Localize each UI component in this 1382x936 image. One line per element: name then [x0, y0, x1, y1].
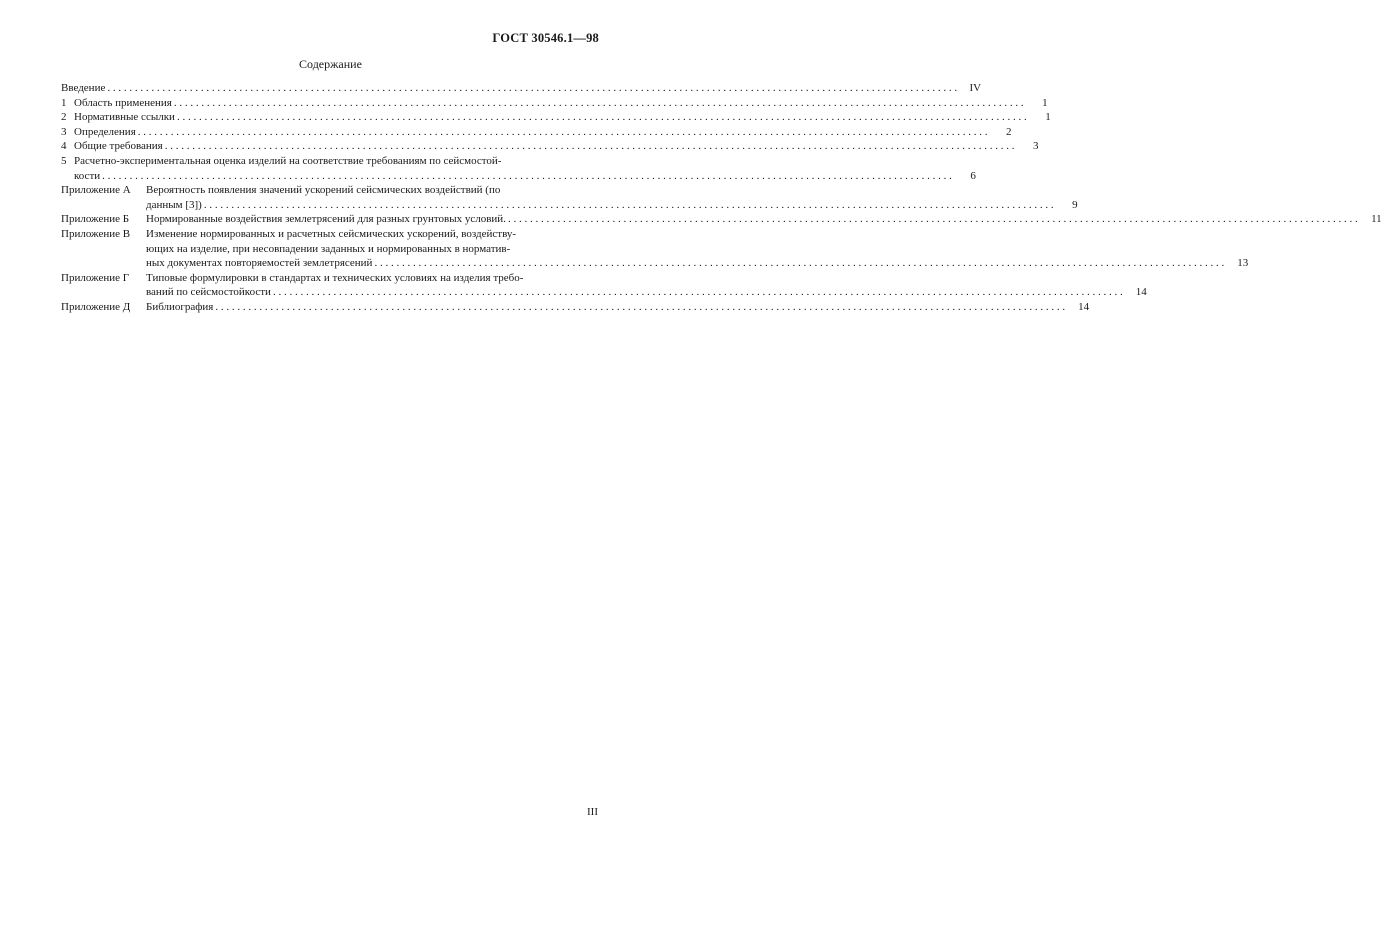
- dot-leader: [165, 139, 1015, 154]
- dot-leader: [374, 256, 1224, 271]
- document-code: ГОСТ 30546.1—98: [492, 31, 599, 45]
- toc-appendix-label: Приложение Б: [61, 213, 130, 226]
- toc-page-number: 2: [1006, 125, 1012, 138]
- toc-page-number: 13: [1237, 257, 1249, 270]
- toc-entry-text: Область применения: [74, 96, 172, 109]
- toc-appendix-label: Приложение Г: [61, 271, 130, 284]
- toc-entry-3[interactable]: [61, 125, 1012, 140]
- toc-entry-text: Изменение нормированных и расчетных сейсмических ускорений, воздейству-: [146, 227, 517, 240]
- toc-entry-number: 1: [61, 96, 67, 109]
- toc-page-number: 11: [1371, 213, 1382, 226]
- toc-entry-text: Нормированные воздействия землетрясений для разных грунтовых условий.: [146, 213, 506, 226]
- toc-page-number: 1: [1042, 96, 1048, 109]
- toc-entry-number: 4: [61, 140, 67, 153]
- toc-entry-number: 5: [61, 154, 67, 167]
- dot-leader: [138, 125, 988, 140]
- toc-appendix-label: Приложение В: [61, 227, 131, 240]
- toc-entry-text: Типовые формулировки в стандартах и технических условиях на изделия требо-: [146, 271, 524, 284]
- toc-title: Содержание: [299, 57, 362, 71]
- toc-entry-number: 3: [61, 125, 67, 138]
- toc-entry-appendix-d[interactable]: [61, 300, 1090, 315]
- toc-page-number: 9: [1072, 198, 1078, 211]
- toc-entry-text: Расчетно-экспериментальная оценка изделий на соответствие требованиям по сейсмостой-: [74, 154, 502, 167]
- toc-appendix-label: Приложение Д: [61, 300, 131, 313]
- toc-entry-number: 2: [61, 111, 67, 124]
- dot-leader: [177, 110, 1027, 125]
- toc-entry-text: Библиография: [146, 300, 214, 313]
- toc-entry-appendix-g[interactable]: [61, 271, 1147, 300]
- toc-entry-1[interactable]: [61, 96, 1048, 111]
- toc-page-number: 14: [1078, 300, 1090, 313]
- toc-page-number: 14: [1135, 286, 1147, 299]
- toc-entry-4[interactable]: [61, 139, 1039, 154]
- toc-appendix-label: Приложение А: [61, 184, 131, 197]
- toc-entry-text-continued: ных документах повторяемостей землетрясений: [146, 257, 373, 270]
- toc-entry-text: Общие требования: [74, 140, 163, 153]
- toc-entry-text-continued: данным [3]): [146, 198, 202, 211]
- toc-page-number: IV: [969, 82, 982, 94]
- toc-entry-text: Определения: [74, 125, 136, 138]
- toc-entry-text-continued: кости: [74, 169, 101, 182]
- toc-entry-appendix-b[interactable]: [61, 212, 1382, 227]
- dot-leader: [215, 300, 1065, 315]
- dot-leader: [508, 212, 1358, 227]
- toc-entry-text-continued: ющих на изделие, при несовпадении заданных и нормированных в норматив-: [146, 242, 511, 255]
- toc-entry-text: Введение: [61, 82, 106, 94]
- toc-entry-text: Нормативные ссылки: [74, 111, 175, 124]
- page-number: III: [587, 806, 598, 818]
- table-of-contents: [61, 81, 1382, 315]
- toc-entry-appendix-v[interactable]: [61, 227, 1249, 271]
- toc-entry-appendix-a[interactable]: [61, 183, 1078, 212]
- toc-entry-text: Вероятность появления значений ускорений сейсмических воздействий (по: [146, 184, 501, 197]
- toc-entry-2[interactable]: [61, 110, 1051, 125]
- toc-page-number: 3: [1032, 140, 1039, 153]
- dot-leader: [102, 169, 952, 184]
- toc-page-number: 6: [970, 169, 976, 182]
- toc-page-number: 1: [1045, 111, 1051, 124]
- toc-entry-5[interactable]: [61, 154, 976, 183]
- dot-leader: [107, 81, 957, 96]
- toc-entry-introduction[interactable]: [61, 81, 982, 96]
- dot-leader: [204, 198, 1054, 213]
- dot-leader: [273, 285, 1123, 300]
- dot-leader: [174, 96, 1024, 111]
- toc-entry-text-continued: ваний по сейсмостойкости: [146, 286, 271, 299]
